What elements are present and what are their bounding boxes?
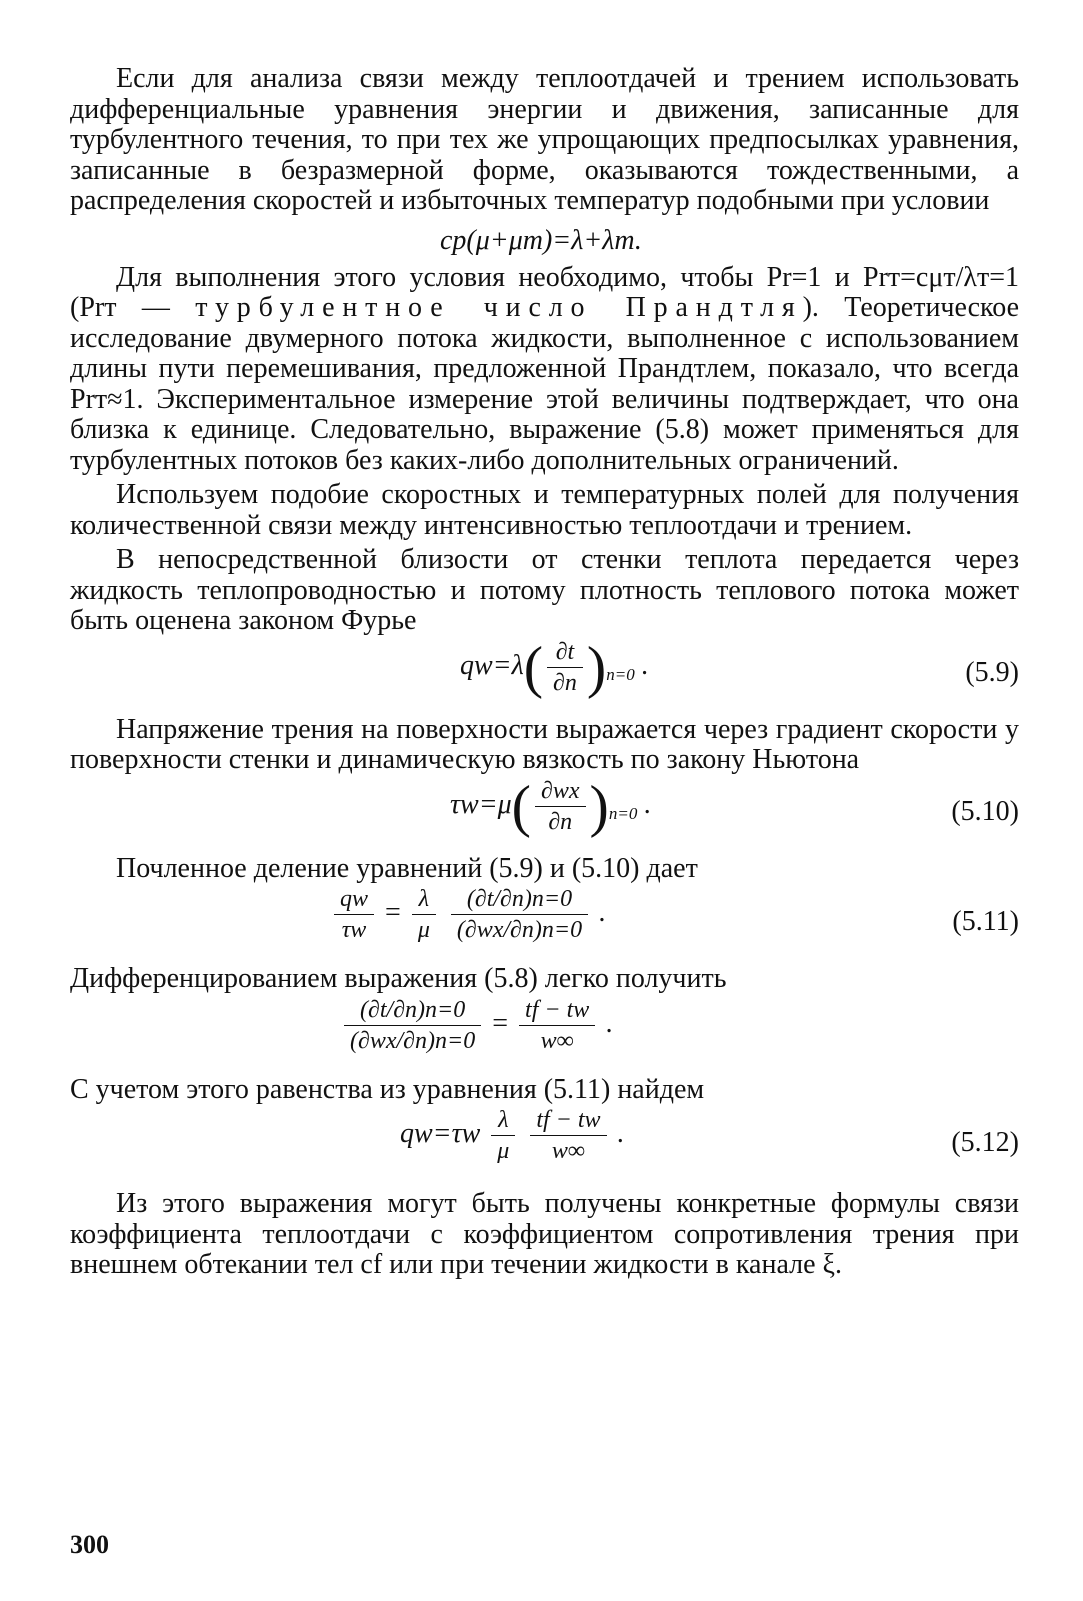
spaced-term: турбулентное число Прандтля xyxy=(195,292,803,323)
paragraph-conclusion: Из этого выражения могут быть получены конкретные формулы связи коэффициента теплоотдачи с коэффициентом сопротивления трения при внешнем обтекании тел cf или при течении жидкости в канале ξ. xyxy=(70,1188,1019,1280)
equation-number: (5.10) xyxy=(951,795,1019,827)
paragraph-division: Почленное деление уравнений (5.9) и (5.10) дает xyxy=(116,852,698,884)
equation-condition: cp(μ+μт)=λ+λт. xyxy=(440,224,642,256)
equation-differentiated: $\frac{(\partial t/\partial n)n=0}{(\partial wx/\partial n)n=0}$ = $\frac{tf - tw}{w\infty}$ . xyxy=(70,995,1019,1075)
paragraph-newton: Напряжение трения на поверхности выражается через градиент скорости у поверхности стенки и динамическую вязкость по закону Ньютона xyxy=(70,713,1019,775)
equation-5-11: $\frac{qw}{\tau w}$ = $\frac{\lambda}{\mu}$ $\frac{(\partial t/\partial n)n=0}{(\partial wx/\partial n)n=0}$ . (5.11) xyxy=(70,884,1019,964)
page-number: 300 xyxy=(70,1530,109,1559)
paragraph-differentiation: Дифференцированием выражения (5.8) легко получить xyxy=(70,963,727,994)
equation-number: (5.11) xyxy=(952,906,1019,937)
paragraph-substitution: С учетом этого равенства из уравнения (5.11) найдем xyxy=(70,1073,705,1105)
paragraph-intro: Если для анализа связи между теплоотдачей и трением использовать дифференциальные уравнения энергии и движения, записанные для турбулентного течения, то при тех же упрощающих предпосылках уравнения, записанные в безразмерной форме, оказываются тождественными, а распределения скоростей и избыточных температур подобными при условии xyxy=(70,63,1019,216)
equation-number: (5.12) xyxy=(951,1127,1019,1158)
equation-number: (5.9) xyxy=(965,656,1019,688)
equation-5-10: τw=μ( $\frac{\partial wx}{\partial n}$ )$_{n=0}$ . (5.10) xyxy=(450,773,1019,838)
paragraph-similarity: Используем подобие скоростных и температурных полей для получения количественной связи между интенсивностью теплоотдачи и трением. xyxy=(70,479,1019,541)
equation-5-9: qw=λ( $\frac{\partial t}{\partial n}$ )$_{n=0}$ . (5.9) xyxy=(460,634,1019,699)
paragraph-prandtl: Для выполнения этого условия необходимо, чтобы Pr=1 и Prт=cμт/λт=1 (Prт — турбулентное число Прандтля). Теоретическое исследование двумерного потока жидкости, выполненное с использованием длины пути перемешивания, предложенной Прандтлем, показало, что всегда Prт≈1. Экспериментальное измерение этой величины подтверждает, что она близка к единице. Следовательно, выражение (5.8) может применяться для турбулентных потоков без каких-либо дополнительных ограничений. xyxy=(70,261,1020,476)
paragraph-fourier: В непосредственной близости от стенки теплота передается через жидкость теплопроводностью и потому плотность теплового потока может быть оценена законом Фурье xyxy=(70,544,1019,636)
equation-5-12: qw=τw $\frac{\lambda}{\mu}$ $\frac{tf - tw}{w\infty}$ . (5.12) xyxy=(400,1107,1019,1164)
